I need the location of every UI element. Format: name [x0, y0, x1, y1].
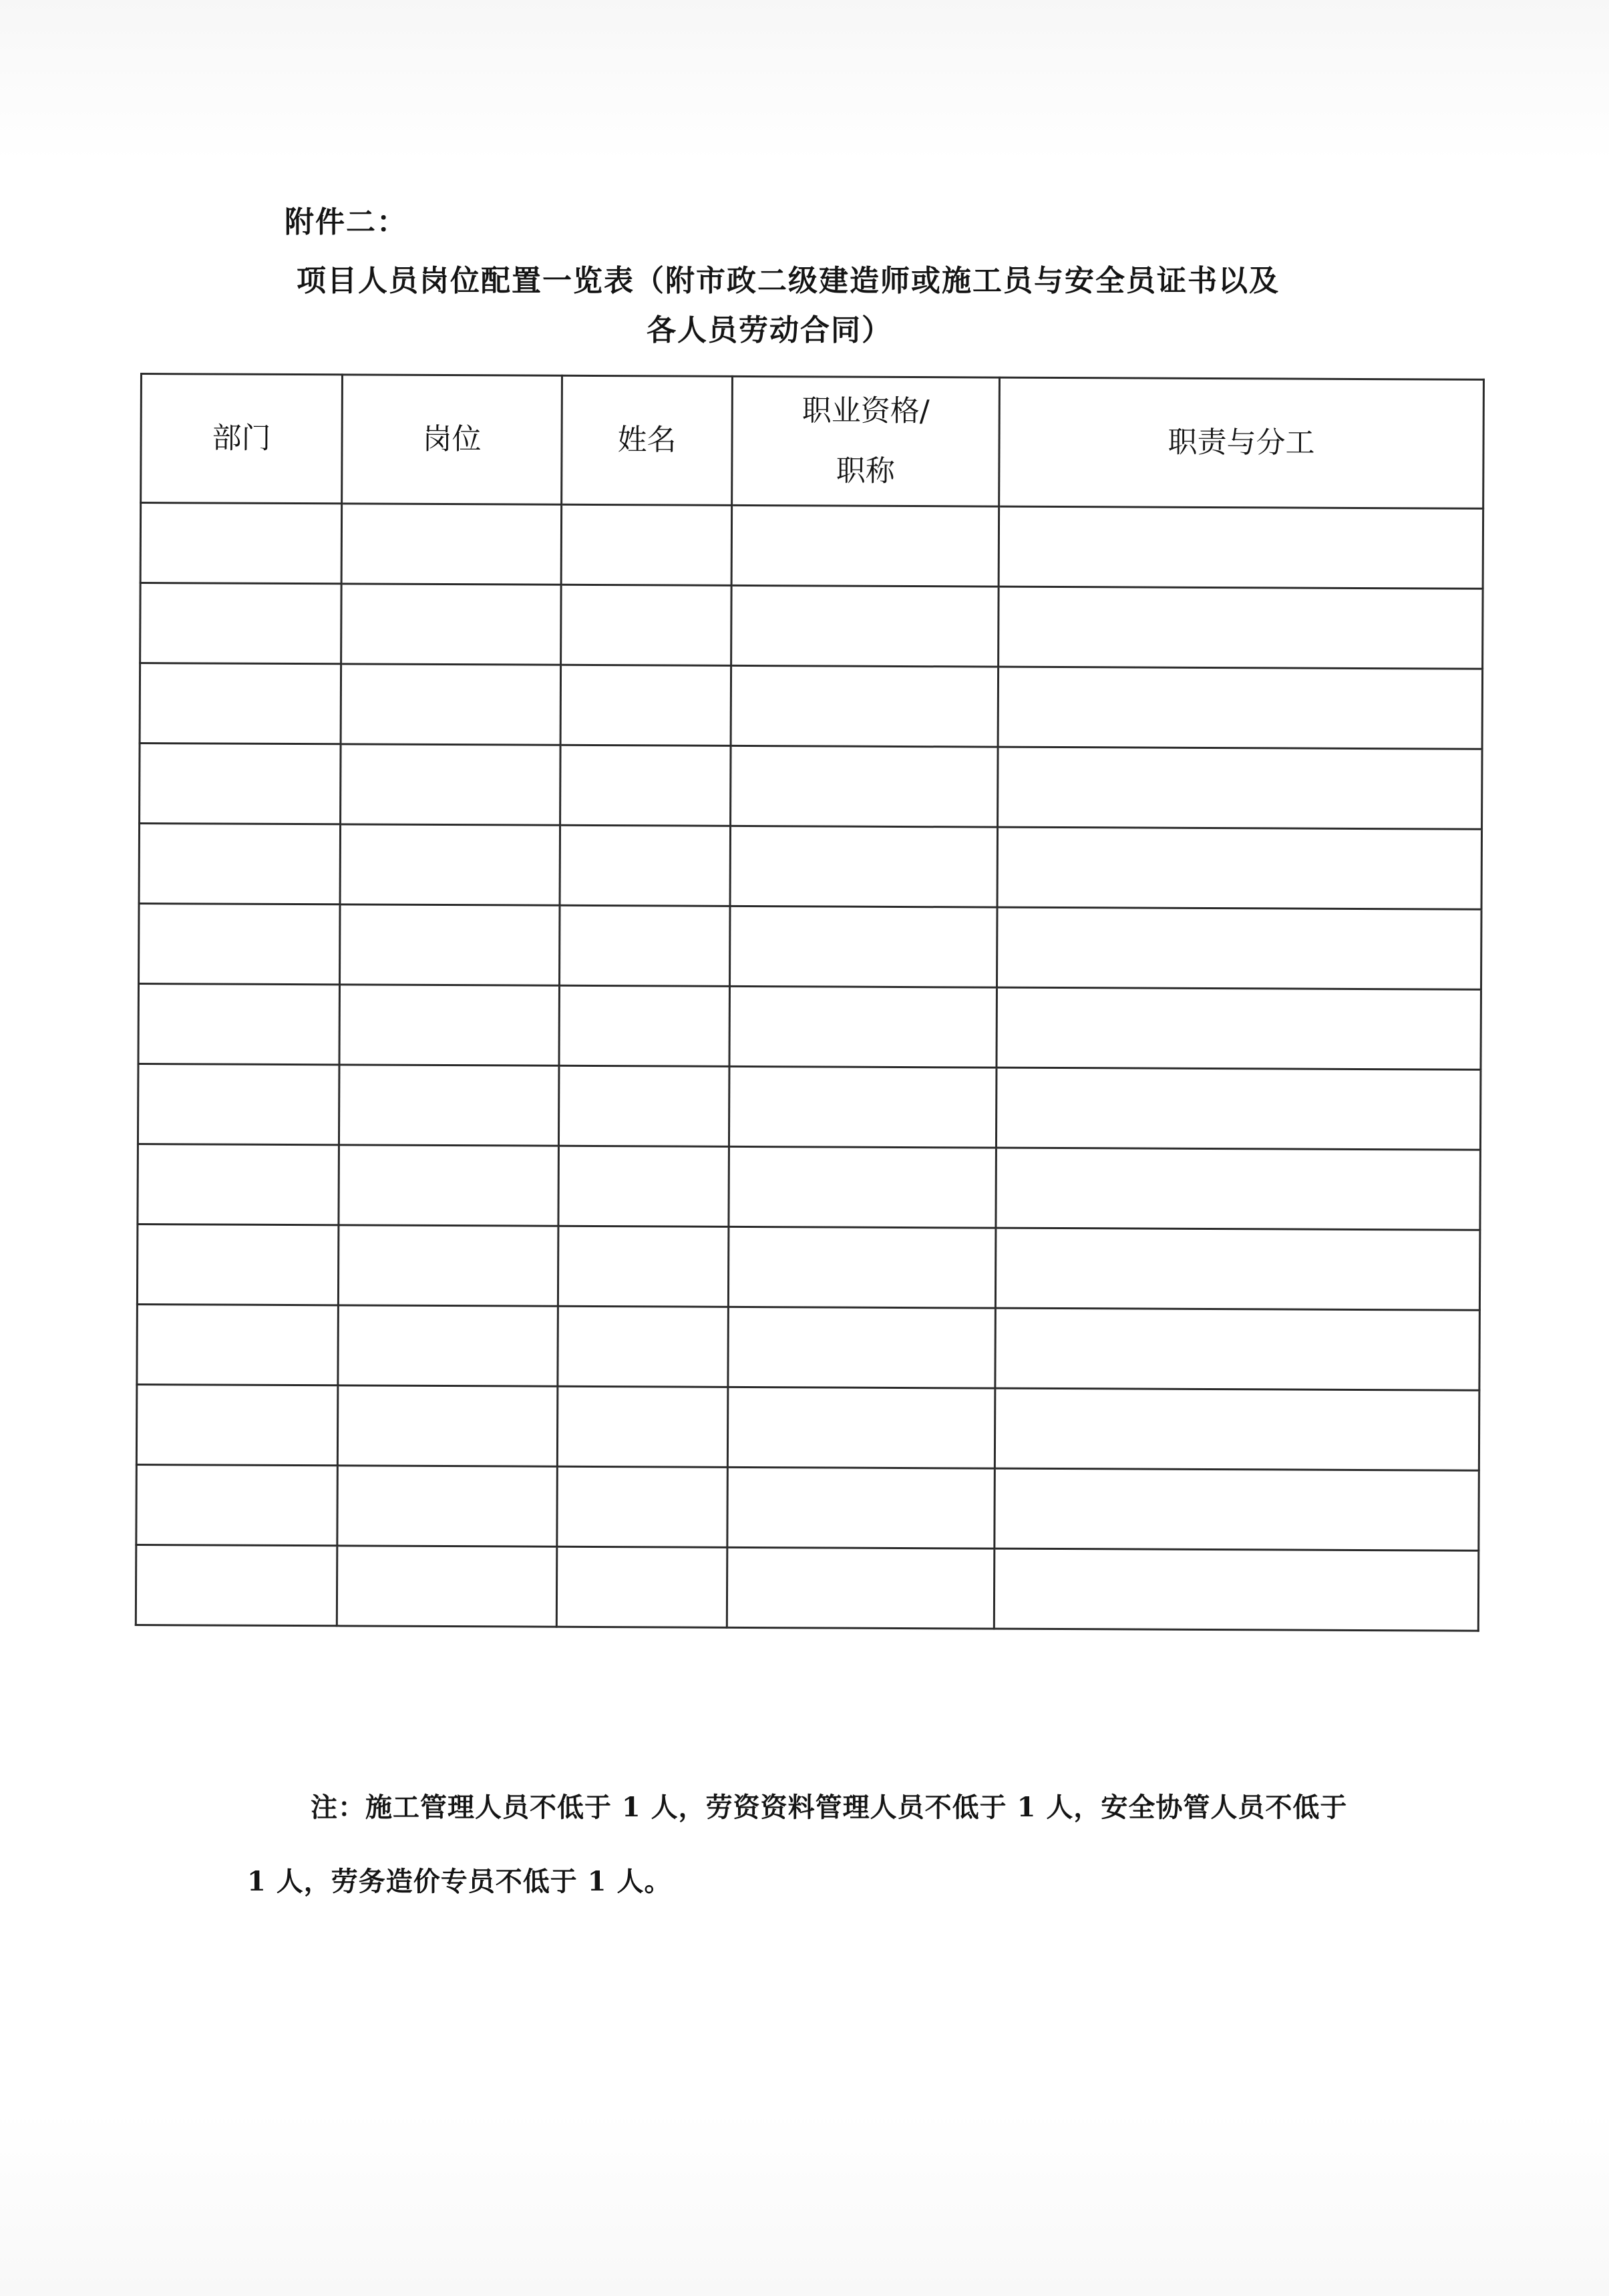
table-row	[140, 583, 1483, 669]
cell-position	[339, 1145, 559, 1226]
cell-qualification	[731, 665, 999, 747]
attachment-label: 附件二：	[285, 205, 407, 239]
table-row	[140, 503, 1483, 589]
cell-position	[341, 744, 561, 825]
document-title-line2: 各人员劳动合同）	[647, 313, 892, 347]
cell-position	[340, 824, 560, 905]
table-row	[140, 744, 1483, 830]
cell-department	[137, 1304, 339, 1385]
header-position: 岗位	[342, 375, 562, 504]
table-body	[136, 503, 1483, 1631]
cell-duties	[996, 1148, 1481, 1230]
table-row	[137, 1224, 1480, 1310]
cell-qualification	[728, 1226, 996, 1308]
table-row	[138, 983, 1481, 1070]
cell-department	[136, 1544, 337, 1625]
cell-name	[560, 825, 731, 906]
staff-table-container	[135, 373, 1483, 1632]
cell-name	[558, 1306, 729, 1387]
cell-duties	[995, 1468, 1479, 1550]
cell-department	[139, 824, 341, 905]
cell-position	[337, 1385, 558, 1466]
cell-duties	[998, 747, 1483, 829]
cell-qualification	[729, 1066, 997, 1148]
cell-position	[339, 1065, 559, 1146]
cell-qualification	[729, 986, 997, 1068]
table-row	[139, 824, 1482, 910]
cell-department	[140, 503, 342, 584]
cell-qualification	[731, 585, 999, 667]
cell-name	[557, 1386, 728, 1467]
document-title-line1: 项目人员岗位配置一览表（附市政二级建造师或施工员与安全员证书以及	[297, 264, 1280, 298]
document-title	[297, 257, 1432, 355]
cell-duties	[999, 587, 1483, 669]
cell-position	[340, 905, 560, 985]
cell-position	[338, 1225, 558, 1306]
cell-qualification	[728, 1307, 996, 1388]
cell-department	[138, 1144, 339, 1224]
cell-name	[560, 745, 731, 826]
cell-department	[136, 1384, 338, 1465]
cell-duties	[996, 1068, 1481, 1150]
cell-duties	[995, 1308, 1480, 1390]
cell-qualification	[731, 505, 999, 587]
cell-position	[337, 1546, 557, 1627]
table-row	[136, 1464, 1479, 1550]
table-row	[140, 663, 1483, 750]
cell-duties	[994, 1548, 1479, 1631]
cell-duties	[997, 987, 1481, 1070]
cell-position	[339, 985, 560, 1065]
table-header-row	[141, 374, 1484, 509]
header-qualification	[732, 376, 1000, 506]
table-row	[138, 1063, 1481, 1150]
cell-department	[136, 1464, 338, 1545]
cell-name	[556, 1546, 727, 1627]
table-row	[136, 1544, 1479, 1631]
cell-duties	[995, 1228, 1480, 1310]
cell-position	[341, 584, 562, 665]
header-duties: 职责与分工	[999, 377, 1484, 508]
cell-duties	[995, 1388, 1479, 1470]
cell-qualification	[729, 1146, 997, 1228]
cell-qualification	[731, 746, 999, 827]
cell-department	[137, 1224, 339, 1305]
cell-qualification	[727, 1387, 995, 1468]
header-department: 部门	[141, 374, 343, 504]
cell-name	[558, 1226, 729, 1307]
cell-duties	[999, 506, 1483, 589]
cell-qualification	[730, 906, 998, 987]
table-row	[136, 1384, 1479, 1470]
cell-department	[140, 583, 342, 664]
staff-table	[135, 373, 1485, 1632]
cell-name	[559, 985, 730, 1066]
cell-department	[139, 903, 341, 984]
header-name: 姓名	[562, 375, 733, 505]
cell-name	[561, 585, 732, 665]
cell-position	[341, 664, 561, 745]
cell-position	[337, 1466, 558, 1546]
cell-position	[341, 504, 562, 585]
cell-name	[560, 665, 731, 746]
cell-name	[557, 1466, 728, 1547]
cell-qualification	[727, 1547, 995, 1629]
cell-name	[558, 1065, 729, 1146]
cell-duties	[997, 827, 1482, 909]
note-line-1: 注：施工管理人员不低于 1 人，劳资资料管理人员不低于 1 人，安全协管人员不低于	[311, 1792, 1348, 1823]
table-row	[137, 1304, 1480, 1390]
header-qualification-line1: 职业资格/	[801, 393, 930, 429]
table-row	[138, 1144, 1481, 1230]
cell-duties	[998, 667, 1483, 749]
cell-position	[338, 1305, 558, 1386]
cell-name	[560, 905, 731, 986]
cell-qualification	[727, 1467, 995, 1548]
header-qualification-line2: 职称	[836, 454, 895, 488]
cell-name	[561, 504, 732, 585]
cell-duties	[997, 907, 1481, 989]
cell-department	[140, 663, 341, 744]
cell-qualification	[730, 826, 998, 907]
cell-department	[138, 983, 340, 1064]
table-row	[139, 903, 1482, 989]
cell-department	[140, 744, 341, 824]
note-line-2: 1 人，劳务造价专员不低于 1 人。	[247, 1866, 672, 1897]
cell-department	[138, 1063, 339, 1144]
cell-name	[558, 1146, 729, 1226]
